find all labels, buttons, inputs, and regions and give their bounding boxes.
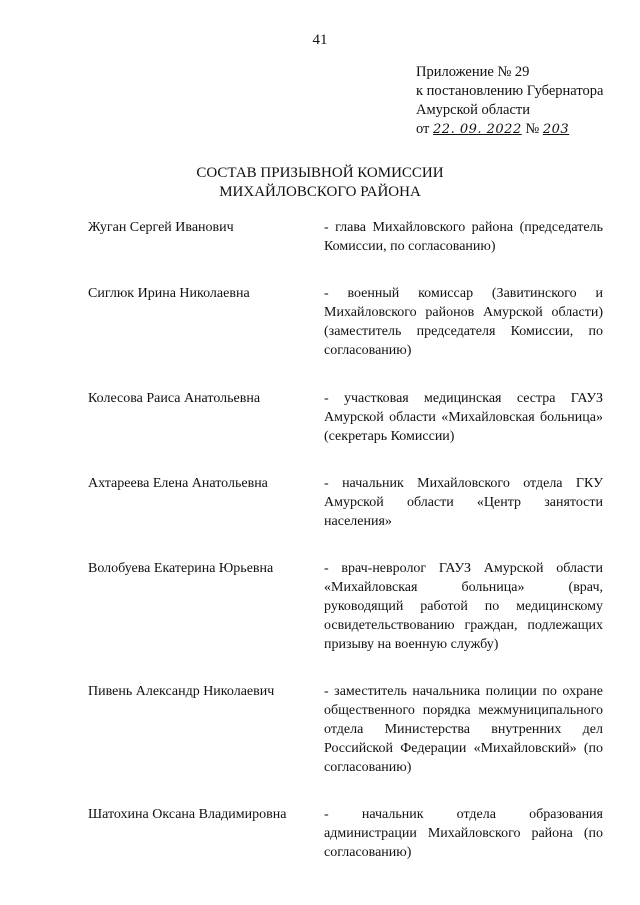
appendix-date-line bbox=[416, 120, 603, 139]
member-row bbox=[88, 474, 603, 531]
member-row bbox=[88, 559, 603, 654]
member-row bbox=[88, 218, 603, 256]
date-prefix: от bbox=[416, 121, 430, 137]
title-line-2: МИХАЙЛОВСКОГО РАЙОНА bbox=[219, 184, 421, 200]
appendix-region: Амурской области bbox=[416, 102, 530, 118]
member-row bbox=[88, 682, 603, 777]
page-number: 41 bbox=[312, 32, 328, 48]
member-role: - глава Михайловского района (председатель Комиссии, по согласованию) bbox=[324, 220, 603, 254]
member-row bbox=[88, 805, 603, 862]
commission-members bbox=[88, 218, 603, 862]
handwritten-date: 22. 09. 2022 bbox=[433, 122, 522, 137]
member-name: Волобуева Екатерина Юрьевна bbox=[88, 561, 274, 576]
member-role: - участковая медицинская сестра ГАУЗ Амурской области «Михайловская больница» (секретарь Комиссии) bbox=[324, 391, 603, 444]
member-role: - заместитель начальника полиции по охране общественного порядка межмуниципального отдела Министерства внутренних дел Российской Федерации «Михайловский» (по согласованию) bbox=[324, 684, 603, 775]
member-name: Пивень Александр Николаевич bbox=[88, 684, 275, 699]
member-role: - военный комиссар (Завитинского и Михайловского районов Амурской области) (заместитель председателя Комиссии, по согласованию) bbox=[324, 286, 603, 358]
member-name: Жуган Сергей Иванович bbox=[88, 220, 234, 235]
title-line-1: СОСТАВ ПРИЗЫВНОЙ КОМИССИИ bbox=[196, 165, 444, 181]
member-row bbox=[88, 389, 603, 446]
appendix-decree: к постановлению Губернатора bbox=[416, 83, 604, 99]
number-prefix: № bbox=[525, 121, 540, 137]
appendix-block bbox=[416, 63, 603, 139]
document-title bbox=[0, 164, 640, 202]
appendix-title: Приложение № 29 bbox=[416, 64, 530, 80]
member-name: Колесова Раиса Анатольевна bbox=[88, 391, 261, 406]
member-name: Ахтареева Елена Анатольевна bbox=[88, 476, 268, 491]
member-role: - начальник отдела образования администрации Михайловского района (по согласованию) bbox=[324, 807, 603, 860]
member-role: - врач-невролог ГАУЗ Амурской области «Михайловская больница» (врач, руководящий работой по медицинскому освидетельствованию граждан, подлежащих призыву на военную службу) bbox=[324, 561, 603, 652]
member-row bbox=[88, 284, 603, 360]
member-name: Шатохина Оксана Владимировна bbox=[88, 807, 287, 822]
handwritten-number: 203 bbox=[542, 122, 570, 137]
member-name: Сиглюк Ирина Николаевна bbox=[88, 286, 250, 301]
member-role: - начальник Михайловского отдела ГКУ Амурской области «Центр занятости населения» bbox=[324, 476, 603, 529]
